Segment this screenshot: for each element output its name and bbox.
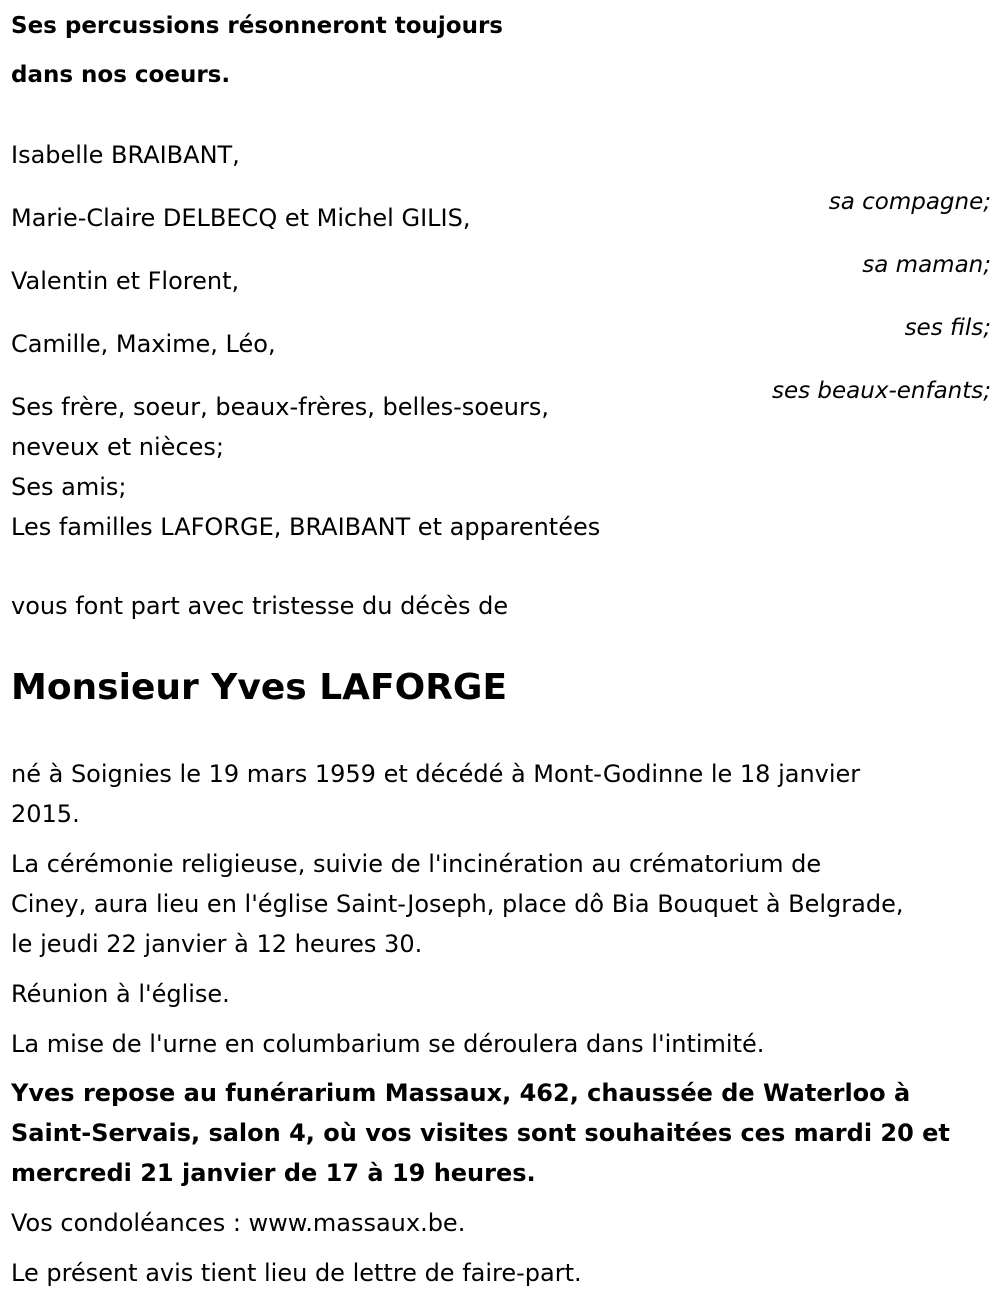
- other-relatives-line: neveux et nièces;: [11, 433, 224, 461]
- family-member-name: Valentin et Florent,: [11, 267, 240, 295]
- family-member-name: Marie-Claire DELBECQ et Michel GILIS,: [11, 204, 471, 232]
- headline-line-1: Ses percussions résonneront toujours: [11, 13, 503, 39]
- family-member-role: sa maman;: [862, 252, 991, 278]
- other-relatives-line: Ses frère, soeur, beaux-frères, belles-soeurs,: [11, 393, 549, 421]
- obituary-notice: [11, 0, 991, 1307]
- funeral-home-line: mercredi 21 janvier de 17 à 19 heures.: [11, 1159, 536, 1187]
- other-relatives-line: Ses amis;: [11, 473, 127, 501]
- ceremony-line: La cérémonie religieuse, suivie de l'incinération au crématorium de: [11, 850, 822, 878]
- deceased-name: Monsieur Yves LAFORGE: [11, 667, 508, 708]
- urn-text: La mise de l'urne en columbarium se déroulera dans l'intimité.: [11, 1030, 765, 1058]
- family-member-name: Isabelle BRAIBANT,: [11, 141, 240, 169]
- funeral-home-line: Saint-Servais, salon 4, où vos visites sont souhaitées ces mardi 20 et: [11, 1119, 950, 1147]
- family-member-role: sa compagne;: [828, 189, 991, 215]
- headline-line-2: dans nos coeurs.: [11, 62, 231, 88]
- family-member-name: Camille, Maxime, Léo,: [11, 330, 276, 358]
- condolences-text: Vos condoléances : www.massaux.be.: [11, 1209, 466, 1237]
- birth-death-line: né à Soignies le 19 mars 1959 et décédé à Mont-Godinne le 18 janvier: [11, 760, 861, 788]
- other-relatives-line: Les familles LAFORGE, BRAIBANT et apparentées: [11, 513, 601, 541]
- family-member-role: ses fils;: [904, 315, 991, 341]
- family-member-role: ses beaux-enfants;: [771, 378, 991, 404]
- closing-text: Le présent avis tient lieu de lettre de faire-part.: [11, 1259, 582, 1287]
- funeral-home-line: Yves repose au funérarium Massaux, 462, chaussée de Waterloo à: [11, 1079, 911, 1107]
- ceremony-line: Ciney, aura lieu en l'église Saint-Joseph, place dô Bia Bouquet à Belgrade,: [11, 890, 904, 918]
- reunion-text: Réunion à l'église.: [11, 980, 230, 1008]
- announcement-text: vous font part avec tristesse du décès de: [11, 592, 509, 620]
- birth-death-line: 2015.: [11, 800, 80, 828]
- ceremony-line: le jeudi 22 janvier à 12 heures 30.: [11, 930, 423, 958]
